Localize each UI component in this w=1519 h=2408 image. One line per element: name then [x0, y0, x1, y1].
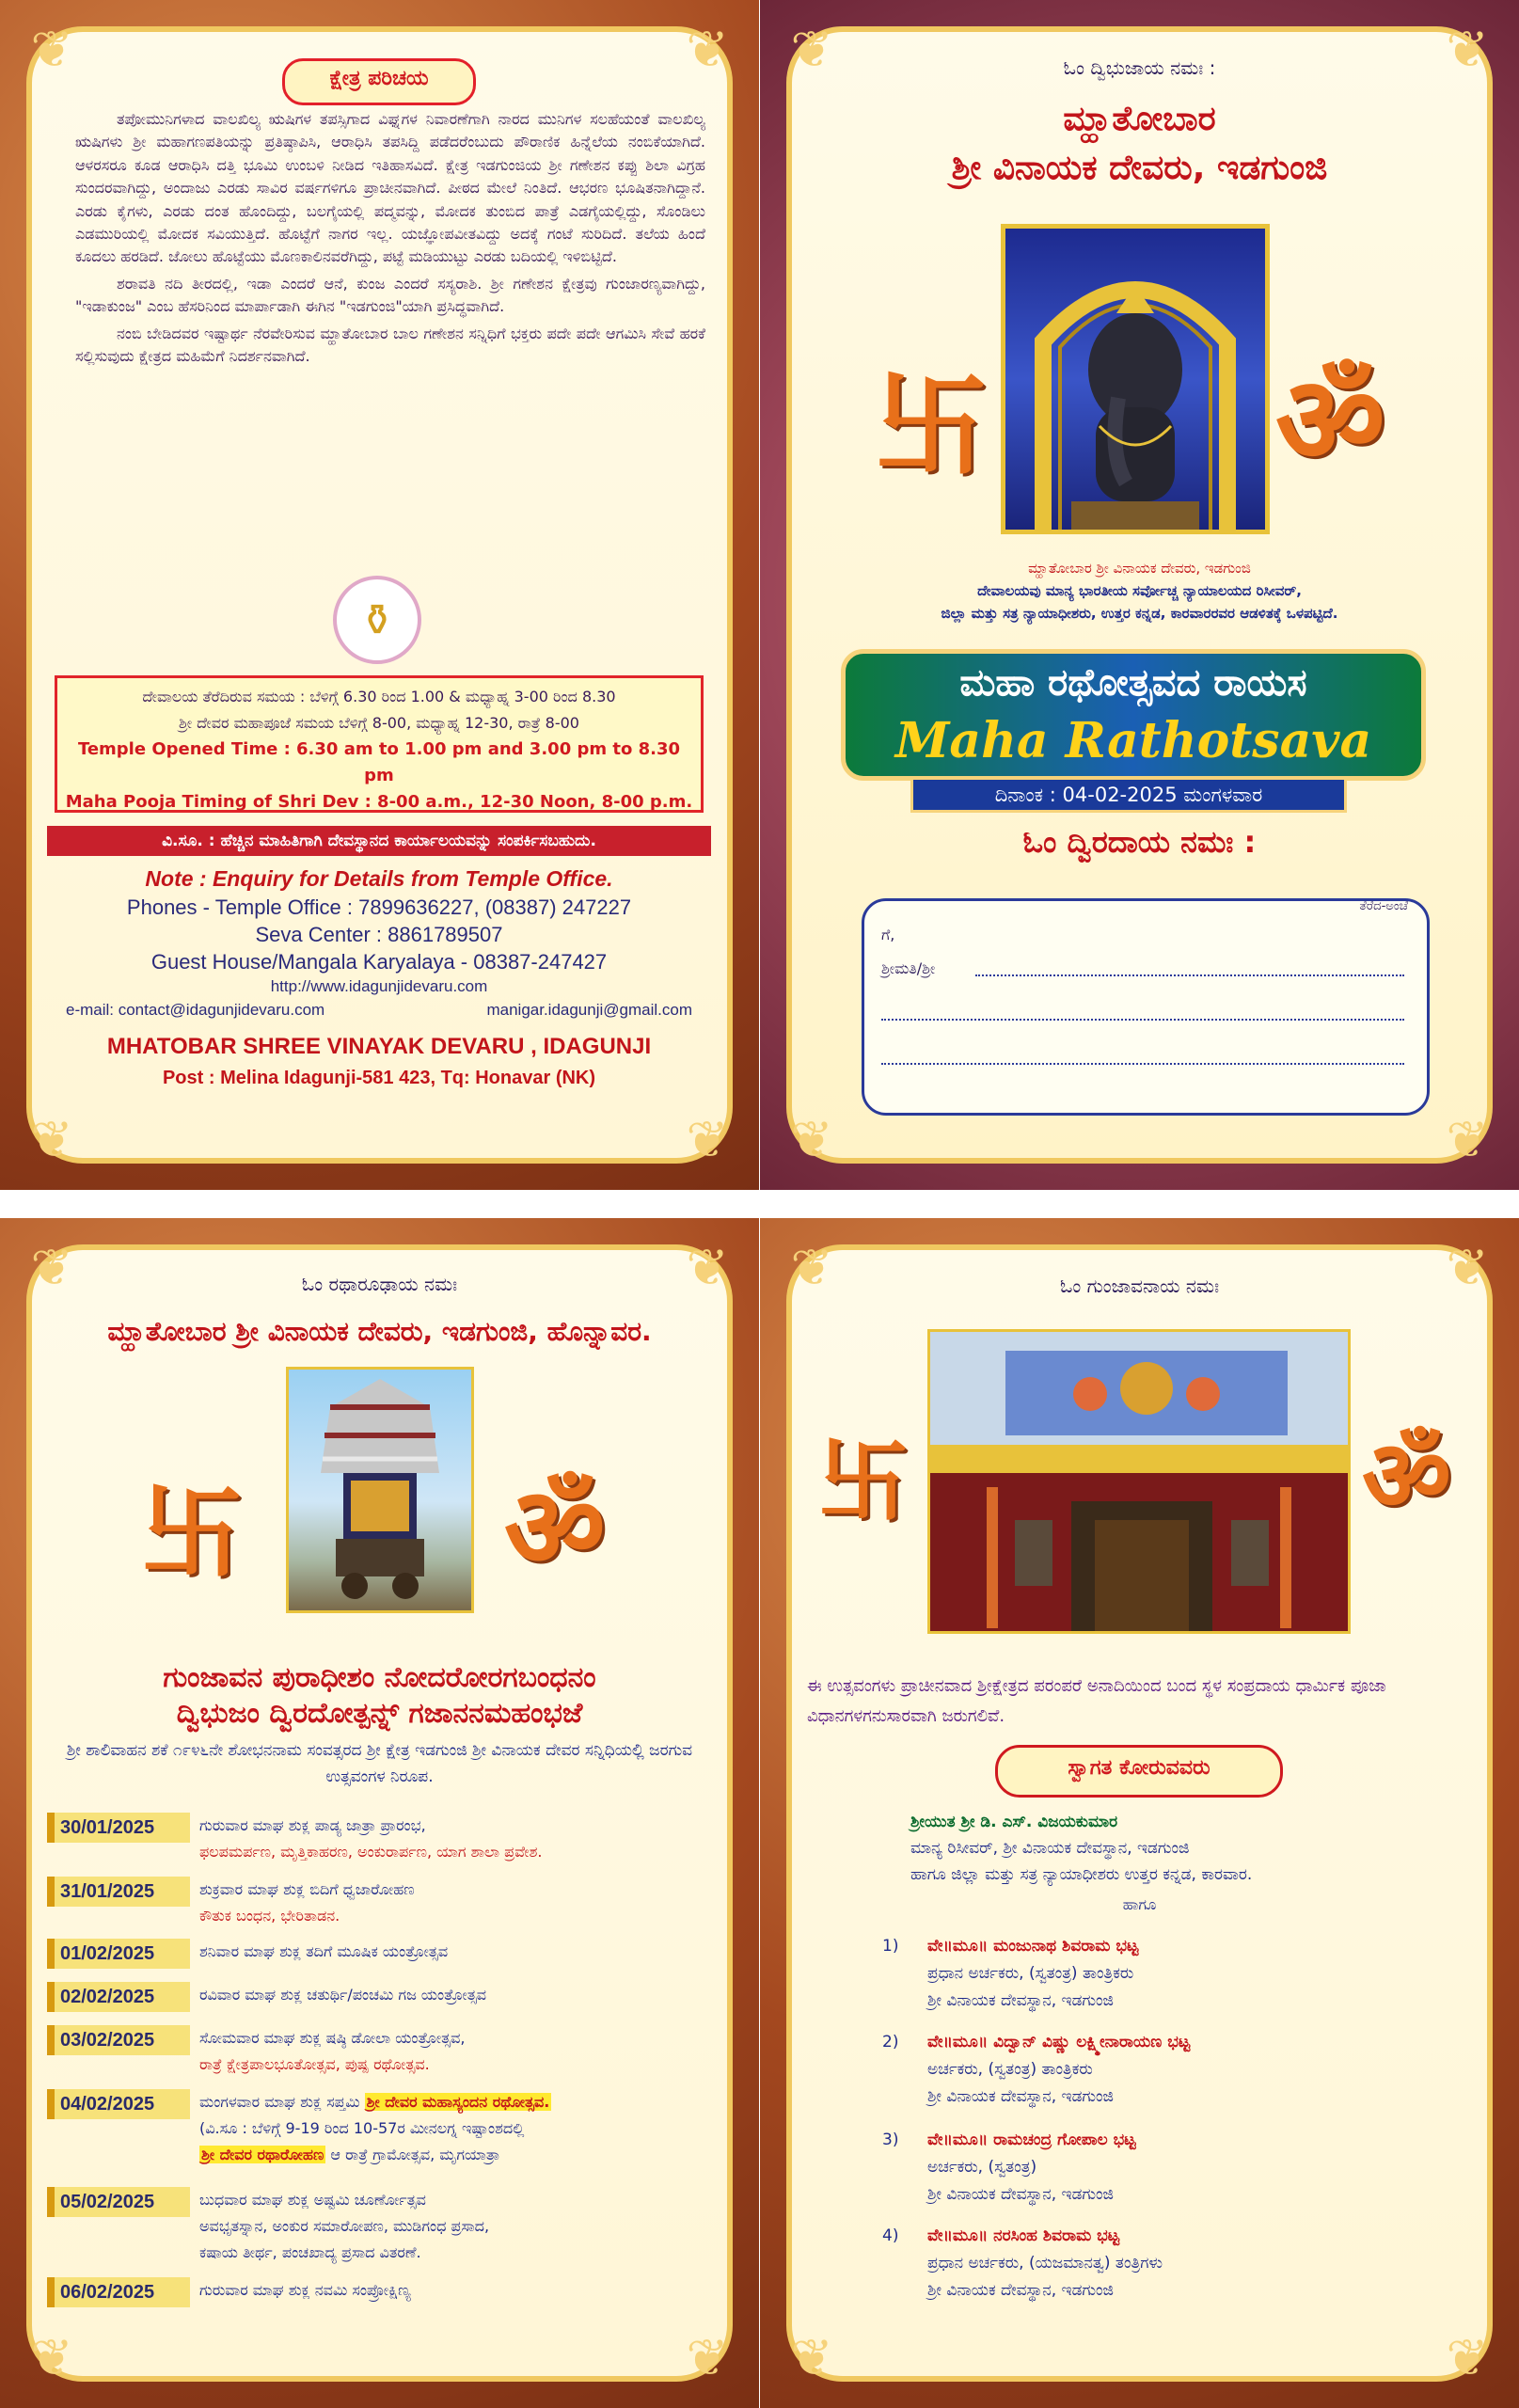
email-link[interactable]: e-mail: contact@idagunjidevaru.com — [66, 1001, 325, 1019]
priest-number: 1) — [882, 1937, 899, 1956]
corner-ornament: ❦ — [790, 1110, 833, 1169]
website-link[interactable]: http://www.idagunjidevaru.com — [270, 977, 488, 995]
priest-place: ಶ್ರೀ ವಿನಾಯಕ ದೇವಸ್ಥಾನ, ಇಡಗುಂಜಿ — [927, 2185, 1114, 2204]
corner-ornament: ❦ — [30, 1238, 73, 1297]
corner-ornament: ❦ — [30, 2328, 73, 2387]
schedule-date: 06/02/2025 — [47, 2277, 190, 2307]
desc-line: ಬುಧವಾರ ಮಾಘ ಶುಕ್ಲ ಅಷ್ಟಮಿ ಚೂರ್ಣೋತ್ಸವ — [199, 2191, 426, 2209]
paragraph: ನಂಬಿ ಬೇಡಿದವರ ಇಷ್ಟಾರ್ಥ ನೆರವೇರಿಸುವ ಮ್ಹಾತೋಬಾರ ಬಾಲ ಗಣೇಶನ ಸನ್ನಿಧಿಗೆ ಭಕ್ತರು ಪದೇ ಪದೇ ಆಗಮಿಸಿ ಸೇವೆ ಹರಕೆ ಸಲ್ಲಿಸುವುದು ಕ್ಷೇತ್ರದ ಮಹಿಮೆಗೆ ನಿದರ್ಶನವಾಗಿದೆ. — [75, 324, 705, 366]
desc-line — [199, 2089, 705, 2115]
schedule-row — [47, 2273, 705, 2317]
chariot-illustration — [289, 1370, 471, 1610]
swastika-icon: 卐 — [818, 1429, 909, 1534]
schedule-date: 01/02/2025 — [47, 1939, 190, 1969]
festival-schedule — [47, 1809, 705, 2317]
chariot-photo — [286, 1367, 474, 1613]
desc-text: ಆ ರಾತ್ರೆ ಗ್ರಾಮೋತ್ಸವ, ಮೃಗಯಾತ್ರಾ — [325, 2146, 500, 2163]
phones: Phones - Temple Office : 7899636227, (08387) 247227 — [126, 895, 632, 919]
priest-entry — [882, 2127, 1409, 2209]
desc-line: ಅವಭೃತಸ್ನಾನ, ಅಂಕುರ ಸಮಾರೋಪಣ, ಮುಡಿಗಂಧ ಪ್ರಸಾದ, — [199, 2217, 490, 2235]
priest-role: ಅರ್ಚಕರು, (ಸ್ವತಂತ್ರ) ತಾಂತ್ರಿಕರು — [927, 2060, 1093, 2079]
desc-line: ಕಷಾಯ ತೀರ್ಥ, ಪಂಚಖಾದ್ಯ ಪ್ರಸಾದ ವಿತರಣೆ. — [199, 2243, 421, 2261]
host-info — [910, 1809, 1437, 1888]
title-line-1: ಮ್ಹಾತೋಬಾರ — [1063, 100, 1216, 138]
host-name: ಶ್ರೀಯುತ ಶ್ರೀ ಡಿ. ಎಸ್. ವಿಜಯಕುಮಾರ — [910, 1813, 1118, 1831]
schedule-row — [47, 1873, 705, 1935]
timing-box — [55, 675, 704, 813]
swastika-icon: 卐 — [141, 1475, 244, 1592]
schedule-row — [47, 1809, 705, 1873]
priest-place: ಶ್ರೀ ವಿನಾಯಕ ದೇವಸ್ಥಾನ, ಇಡಗುಂಜಿ — [927, 1991, 1114, 2010]
schedule-date: 31/01/2025 — [47, 1877, 190, 1907]
address-line[interactable] — [975, 974, 1404, 976]
schedule-desc — [190, 2187, 705, 2266]
guest-house: Guest House/Mangala Karyalaya - 08387-247427 — [150, 950, 608, 974]
priest-role: ಪ್ರಧಾನ ಅರ್ಚಕರು, (ಯಜಮಾನತ್ವ) ತಂತ್ರಿಗಳು — [927, 2254, 1163, 2273]
banner-title-en: Maha Rathotsava — [894, 712, 1372, 769]
emails — [47, 998, 711, 1022]
email-link[interactable]: manigar.idagunji@gmail.com — [486, 1001, 692, 1019]
om-icon: ॐ — [1362, 1418, 1451, 1533]
date-badge: ದಿನಾಂಕ : 04-02-2025 ಮಂಗಳವಾರ — [910, 777, 1347, 813]
title: ಮ್ಹಾತೋಬಾರ ಶ್ರೀ ವಿನಾಯಕ ದೇವರು, ಇಡಗುಂಜಿ, ಹೊನ್ನಾವರ. — [107, 1316, 652, 1347]
banner-title-kn: ಮಹಾ ರಥೋತ್ಸವದ ರಾಯಸ — [959, 661, 1307, 705]
desc-line: ಸೋಮವಾರ ಮಾಘ ಶುಕ್ಲ ಷಷ್ಠಿ ಡೋಲಾ ಯಂತ್ರೋತ್ಸವ, — [199, 2029, 466, 2047]
address-line[interactable] — [881, 1063, 1404, 1065]
corner-ornament: ❦ — [790, 20, 833, 79]
address-name-label: ಶ್ರೀಮತಿ/ಶ್ರೀ — [881, 959, 936, 977]
desc-line: ಶುಕ್ರವಾರ ಮಾಘ ಶುಕ್ಲ ಬಿದಿಗೆ ಧ್ವಜಾರೋಹಣ — [199, 1880, 415, 1898]
schedule-desc — [190, 2089, 705, 2168]
sub-line: ದೇವಾಲಯವು ಮಾನ್ಯ ಭಾರತೀಯ ಸರ್ವೋಚ್ಚ ನ್ಯಾಯಾಲಯದ ರಿಸೀವರ್, — [977, 582, 1302, 599]
priest-place: ಶ್ರೀ ವಿನಾಯಕ ದೇವಸ್ಥಾನ, ಇಡಗುಂಜಿ — [927, 2087, 1114, 2106]
post-address: Post : Melina Idagunji-581 423, Tq: Honavar (NK) — [162, 1068, 596, 1088]
corner-ornament: ❦ — [1446, 1110, 1489, 1169]
schedule-row-main — [47, 2085, 705, 2183]
corner-ornament: ❦ — [686, 20, 729, 79]
host-line: ಮಾನ್ಯ ರಿಸೀವರ್, ಶ್ರೀ ವಿನಾಯಕ ದೇವಸ್ಥಾನ, ಇಡಗುಂಜಿ — [910, 1839, 1190, 1858]
address-to: ಗೆ, — [881, 926, 895, 943]
schedule-date: 03/02/2025 — [47, 2025, 190, 2055]
priest-number: 3) — [882, 2131, 899, 2149]
schedule-row — [47, 2183, 705, 2273]
schedule-desc — [190, 2277, 705, 2304]
kalash-icon: ⚱ — [333, 576, 421, 664]
corner-ornament: ❦ — [1446, 1238, 1489, 1297]
desc-line: (ವಿ.ಸೂ : ಬೆಳಿಗ್ಗೆ 9-19 ರಿಂದ 10-57ರ ಮೀನಲಗ್ನ ಇಷ್ಟಾಂಶದಲ್ಲಿ — [199, 2119, 525, 2137]
paragraph: ಶರಾವತಿ ನದಿ ತೀರದಲ್ಲಿ, ಇಡಾ ಎಂದರೆ ಆನೆ, ಕುಂಜ ಎಂದರೆ ಸಸ್ಯರಾಶಿ. ಶ್ರೀ ಗಣೇಶನ ಕ್ಷೇತ್ರವು ಗುಂಜಾರಣ್ಯವಾಗಿದ್ದು, "ಇಡಾಕುಂಜ" ಎಂಬ ಹೆಸರಿನಿಂದ ಮಾರ್ಪಾಡಾಗಿ ಈಗಿನ "ಇಡಗುಂಜಿ"ಯಾಗಿ ಪ್ರಸಿದ್ಧವಾಗಿದೆ. — [75, 274, 705, 316]
panel-schedule — [0, 1218, 759, 2408]
corner-ornament: ❦ — [790, 1238, 833, 1297]
schedule-row — [47, 2021, 705, 2085]
desc-line: ಗುರುವಾರ ಮಾಘ ಶುಕ್ಲ ಪಾಡ್ಯ ಜಾತ್ರಾ ಪ್ರಾರಂಭ, — [199, 1816, 426, 1834]
swastika-icon: 卐 — [875, 361, 988, 492]
timing-kn-2: ಶ್ರೀ ದೇವರ ಮಹಾಪೂಜೆ ಸಮಯ ಬೆಳಿಗ್ಗೆ 8-00, ಮಧ್ಯಾಹ್ನ 12-30, ರಾತ್ರೆ 8-00 — [179, 714, 579, 732]
desc-text: ಮಂಗಳವಾರ ಮಾಘ ಶುಕ್ಲ ಸಪ್ತಮಿ — [199, 2093, 360, 2111]
schedule-desc — [190, 1877, 705, 1929]
priest-entry — [882, 2029, 1409, 2111]
temple-name: MHATOBAR SHREE VINAYAK DEVARU , IDAGUNJI — [106, 1034, 652, 1059]
priest-role: ಅರ್ಚಕರು, (ಸ್ವತಂತ್ರ) — [927, 2158, 1037, 2177]
om-invocation-2: ಓಂ ದ್ವಿರದಾಯ ನಮಃ : — [1022, 824, 1257, 860]
schedule-date: 02/02/2025 — [47, 1982, 190, 2012]
schedule-desc — [190, 2025, 705, 2078]
schedule-intro: ಶ್ರೀ ಶಾಲಿವಾಹನ ಶಕೆ ೧೯೪೬ನೇ ಶೋಭನನಾಮ ಸಂವತ್ಸರದ ಶ್ರೀ ಕ್ಷೇತ್ರ ಇಡಗುಂಜಿ ಶ್ರೀ ವಿನಾಯಕ ದೇವರ ಸನ್ನಿಧಿಯಲ್ಲಿ ಜರಗುವ ಉತ್ಸವಂಗಳ ನಿರೂಪ. — [66, 1741, 693, 1786]
schedule-desc — [190, 1982, 705, 2008]
om-invocation: ಓಂ ಗುಂಜಾವನಾಯ ನಮಃ — [1059, 1275, 1220, 1297]
address-box — [862, 898, 1430, 1116]
desc-line — [199, 2142, 705, 2168]
corner-ornament: ❦ — [790, 2328, 833, 2387]
priest-place: ಶ್ರೀ ವಿನಾಯಕ ದೇವಸ್ಥಾನ, ಇಡಗುಂಜಿ — [927, 2281, 1114, 2300]
corner-ornament: ❦ — [1446, 20, 1489, 79]
timing-en-1: Temple Opened Time : 6.30 am to 1.00 pm and 3.00 pm to 8.30 pm — [77, 739, 681, 785]
panel-cover — [760, 0, 1519, 1190]
corner-ornament: ❦ — [686, 2328, 729, 2387]
shloka-line: ಗುಂಜಾವನ ಪುರಾಧೀಶಂ ನೋದರೋರಗಬಂಧನಂ — [163, 1661, 596, 1694]
deity-photo — [1001, 224, 1270, 534]
desc-line: ರವಿವಾರ ಮಾಘ ಶುಕ್ಲ ಚತುರ್ಥಿ/ಪಂಚಮಿ ಗಜ ಯಂತ್ರೋತ್ಸವ — [199, 1986, 487, 2004]
priest-entry — [882, 1933, 1409, 2015]
highlight-text: ಶ್ರೀ ದೇವರ ಮಹಾಸ್ಯಂದನ ರಥೋತ್ಸವ. — [366, 2093, 550, 2111]
om-icon: ॐ — [1275, 351, 1385, 491]
schedule-date: 04/02/2025 — [47, 2089, 190, 2119]
priest-number: 2) — [882, 2033, 899, 2052]
rathotsava-banner — [841, 649, 1426, 781]
open-post-tag: ತೆರೆದ-ಅಂಚೆ — [1359, 899, 1408, 913]
priest-name: ವೇ॥ಮೂ॥ ನರಸಿಂಹ ಶಿವರಾಮ ಭಟ್ಟ — [927, 2226, 1120, 2245]
sub-line: ಮ್ಹಾತೋಬಾರ ಶ್ರೀ ವಿನಾಯಕ ದೇವರು, ಇಡಗುಂಜಿ — [1028, 560, 1251, 577]
deity-illustration — [1005, 229, 1265, 530]
om-invocation: ಓಂ ರಥಾರೂಢಾಯ ನಮಃ — [301, 1273, 458, 1295]
festival-note: ಈ ಉತ್ಸವಂಗಳು ಪ್ರಾಚೀನವಾದ ಶ್ರೀಕ್ಷೇತ್ರದ ಪರಂಪರೆ ಅನಾದಿಯಿಂದ ಬಂದ ಸ್ಥಳ ಸಂಪ್ರದಾಯ ಧಾರ್ಮಿಕ ಪೂಜಾ ವಿಧಾನಗಳಗನುಸಾರವಾಗಿ ಜರುಗಲಿವೆ. — [807, 1676, 1386, 1726]
corner-ornament: ❦ — [1446, 2328, 1489, 2387]
priest-role: ಪ್ರಧಾನ ಅರ್ಚಕರು, (ಸ್ವತಂತ್ರ) ತಾಂತ್ರಿಕರು — [927, 1964, 1134, 1983]
seva-center: Seva Center : 8861789507 — [255, 923, 503, 946]
address-line[interactable] — [881, 1019, 1404, 1021]
desc-line: ಕೌತುಕ ಬಂಧನ, ಭೇರಿತಾಡನ. — [199, 1907, 340, 1925]
note-text: Note : Enquiry for Details from Temple Office. — [145, 866, 613, 891]
schedule-row — [47, 1935, 705, 1978]
panel-welcome — [760, 1218, 1519, 2408]
administration-note — [760, 557, 1519, 625]
host-line: ಹಾಗೂ ಜಿಲ್ಲಾ ಮತ್ತು ಸತ್ರ ನ್ಯಾಯಾಧೀಶರು ಉತ್ತರ ಕನ್ನಡ, ಕಾರವಾರ. — [910, 1865, 1253, 1884]
corner-ornament: ❦ — [30, 1110, 73, 1169]
panel-temple-intro — [0, 0, 759, 1190]
highlight-text: ಶ್ರೀ ದೇವರ ರಥಾರೋಹಣ — [201, 2146, 324, 2163]
om-icon: ॐ — [504, 1463, 606, 1592]
title-line-2: ಶ್ರೀ ವಿನಾಯಕ ದೇವರು, ಇಡಗುಂಜಿ — [951, 149, 1328, 187]
timing-en-2: Maha Pooja Timing of Shri Dev : 8-00 a.m., 12-30 Noon, 8-00 p.m. — [65, 792, 693, 812]
schedule-desc — [190, 1939, 705, 1965]
enquiry-bar: ವಿ.ಸೂ. : ಹೆಚ್ಚಿನ ಮಾಹಿತಿಗಾಗಿ ದೇವಸ್ಥಾನದ ಕಾರ್ಯಾಲಯವನ್ನು ಸಂಪರ್ಕಿಸಬಹುದು. — [47, 826, 711, 856]
desc-line: ಗುರುವಾರ ಮಾಘ ಶುಕ್ಲ ನವಮಿ ಸಂಪ್ರೋಕ್ಷಿಣ್ಯ — [199, 2281, 411, 2299]
section-title: ಕ್ಷೇತ್ರ ಪರಿಚಯ — [282, 58, 476, 105]
temple-history-text — [75, 108, 705, 372]
desc-line: ಫಲಪಮರ್ಪಣ, ಮೃತ್ತಿಕಾಹರಣ, ಅಂಕುರಾರ್ಪಣ, ಯಾಗ ಶಾಲಾ ಪ್ರವೇಶ. — [199, 1843, 543, 1861]
priest-number: 4) — [882, 2226, 899, 2245]
timing-kn-1: ದೇವಾಲಯ ತೆರೆದಿರುವ ಸಮಯ : ಬೆಳಿಗ್ಗೆ 6.30 ರಿಂದ 1.00 & ಮಧ್ಯಾಹ್ನ 3-00 ರಿಂದ 8.30 — [142, 688, 616, 705]
welcome-title: ಸ್ವಾಗತ ಕೋರುವವರು — [995, 1745, 1283, 1798]
priest-entry — [882, 2223, 1409, 2305]
schedule-desc — [190, 1813, 705, 1865]
temple-illustration — [930, 1332, 1348, 1631]
corner-ornament: ❦ — [686, 1110, 729, 1169]
priest-name: ವೇ॥ಮೂ॥ ವಿದ್ವಾನ್ ವಿಷ್ಣು ಲಕ್ಷ್ಮೀನಾರಾಯಣ ಭಟ್ಟ — [927, 2033, 1191, 2052]
shloka — [0, 1660, 759, 1732]
corner-ornament: ❦ — [30, 20, 73, 79]
desc-line: ರಾತ್ರೆ ಕ್ಷೇತ್ರಪಾಲಭೂತೋತ್ಸವ, ಪುಷ್ಪ ರಥೋತ್ಸವ. — [199, 2055, 430, 2073]
temple-photo — [927, 1329, 1351, 1634]
schedule-date: 05/02/2025 — [47, 2187, 190, 2217]
sub-line: ಜಿಲ್ಲಾ ಮತ್ತು ಸತ್ರ ನ್ಯಾಯಾಧೀಶರು, ಉತ್ತರ ಕನ್ನಡ, ಕಾರವಾರರವರ ಆಡಳಿತಕ್ಕೆ ಒಳಪಟ್ಟಿದೆ. — [941, 605, 1338, 622]
corner-ornament: ❦ — [686, 1238, 729, 1297]
shloka-line: ದ್ವಿಭುಜಂ ದ್ವಿರದೋತ್ಪನ್ನ್ ಗಜಾನನಮಹಂಭಜೆ — [176, 1697, 583, 1730]
paragraph: ತಪೋಮುನಿಗಳಾದ ವಾಲಖಿಲ್ಯ ಋಷಿಗಳ ತಪಸ್ಸಿಗಾದ ವಿಘ್ನಗಳ ನಿವಾರಣೆಗಾಗಿ ನಾರದ ಮುನಿಗಳ ಸಲಹೆಯಂತೆ ವಾಲಖಿಲ್ಯ ಋಷಿಗಳು ಶ್ರೀ ಮಹಾಗಣಪತಿಯನ್ನು ಪ್ರತಿಷ್ಠಾಪಿಸಿ, ಆರಾಧಿಸಿ ತಪಸಿದ್ದಿ ಪಡೆದರೆಂಬುದು ಪೌರಾಣಿಕ ಹಿನ್ನೆಲೆಯ ನಂಬಿಕೆಯಾಗಿದೆ. ಆಳರಸರೂ ಕೂಡ ಆರಾಧಿಸಿ ದತ್ತಿ ಭೂಮಿ ಉಂಬಳಿ ನೀಡಿದ ಇತಿಹಾಸವಿದೆ. ಕ್ಷೇತ್ರ ಇಡಗುಂಜಿಯ ಶ್ರೀ ಗಣೇಶನ ಕಪ್ಪು ಶಿಲಾ ವಿಗ್ರಹ ಸುಂದರವಾಗಿದ್ದು, ಅಂದಾಜು ಎರಡು ಸಾವಿರ ವರ್ಷಗಳಿಗೂ ಪ್ರಾಚೀನವಾಗಿದೆ. ಪೀಠದ ಮೇಲೆ ನಿಂತಿದೆ. ಆಭರಣ ಭೂಷಿತನಾಗಿದ್ದಾನೆ. ಎರಡು ಕೈಗಳು, ಎರಡು ದಂತ ಹೊಂದಿದ್ದು, ಬಲಗೈಯಲ್ಲಿ ಪದ್ಮವನ್ನು, ಮೋದಕ ತುಂಬಿದ ಪಾತ್ರೆ ಎಡಗೈಯಲ್ಲಿದ್ದು, ಸೊಂಡಿಲು ಎಡಮುರಿಯಲ್ಲಿ ಮೋದಕ ಸವಿಯುತ್ತಿದೆ. ಹೊಟ್ಟೆಗೆ ನಾಗರ ಇಲ್ಲ. ಯಜ್ಞೋಪವೀತವಿದ್ದು ಅದಕ್ಕೆ ಗಂಟೆ ಸುರಿದಿದೆ. ತಲೆಯ ಹಿಂದೆ ಕೂದಲು ಹರಡಿದೆ. ಜೋಲು ಹೊಟ್ಟೆಯು ಮೊಣಕಾಲಿನವರೆಗಿದ್ದು, ಪಟ್ಟೆ ಮಡಿಯುಟ್ಟು ಎರಡು ಬದಿಯಲ್ಲಿ ಇಳಿಬಿಟ್ಟಿದೆ. — [75, 110, 705, 266]
desc-line: ಶನಿವಾರ ಮಾಘ ಶುಕ್ಲ ತದಿಗೆ ಮೂಷಿಕ ಯಂತ್ರೋತ್ಸವ — [199, 1942, 449, 1960]
priest-name: ವೇ॥ಮೂ॥ ರಾಮಚಂದ್ರ ಗೋಪಾಲ ಭಟ್ಟ — [927, 2131, 1136, 2149]
schedule-date: 30/01/2025 — [47, 1813, 190, 1843]
schedule-row — [47, 1978, 705, 2021]
om-invocation: ಓಂ ದ್ವಿಭುಜಾಯ ನಮಃ : — [1063, 56, 1216, 79]
and-text: ಹಾಗೂ — [1122, 1895, 1157, 1913]
contact-info — [47, 863, 711, 1090]
priest-name: ವೇ॥ಮೂ॥ ಮಂಜುನಾಥ ಶಿವರಾಮ ಭಟ್ಟ — [927, 1937, 1139, 1956]
